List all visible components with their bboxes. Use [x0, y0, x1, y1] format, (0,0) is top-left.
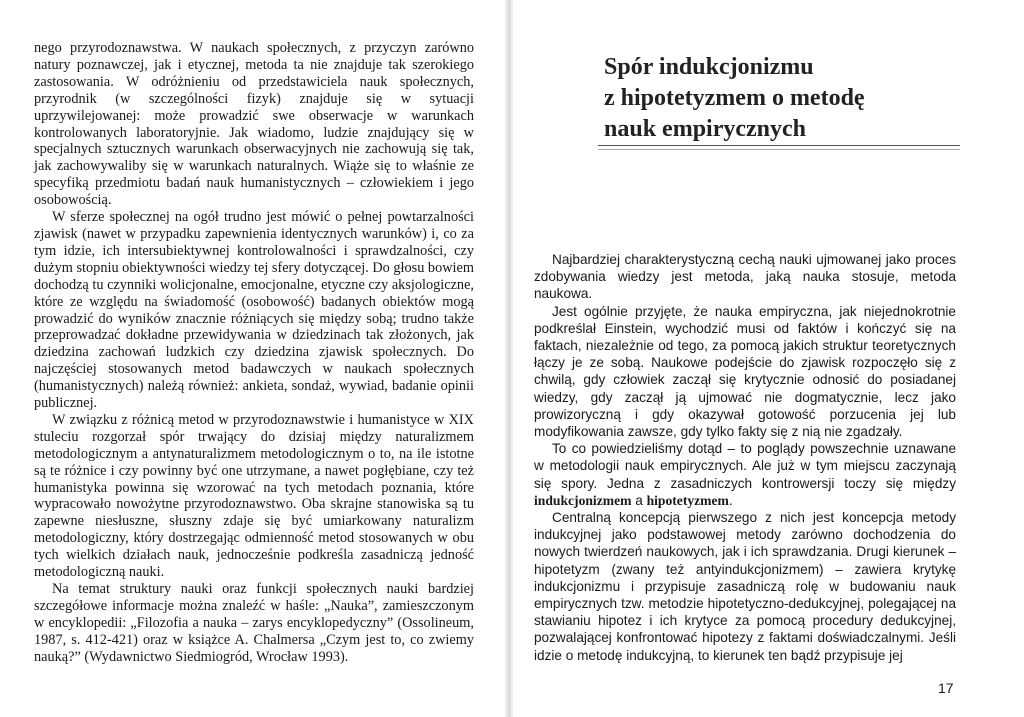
paragraph: Jest ogólnie przyjęte, że nauka empiryczna, jak niejednokrotnie podkreślał Einstein, wychodzić musi od faktów i kończyć się na faktach, niezależnie od tego, za pomocą jakich struktur teoretycznych łączy je ze sobą. Naukowe podejście do zjawisk rozpoczęło się z chwilą, gdy człowiek zaczął się krytycznie odnosić do posiadanej wiedzy, gdy zaczął ją ujmować nie dogmatycznie, lecz jako prowizoryczną i gdy okazywał gotowość porzucenia jej lub modyfikowania zawsze, gdy tylko fakty się z nią nie zgadzały.: [534, 303, 956, 440]
title-rule: [598, 149, 960, 150]
paragraph: [534, 440, 956, 509]
bold-term: hipotetyzmem: [646, 492, 729, 508]
text-span: To co powiedzieliśmy dotąd – to poglądy powszechnie uznawane w metodologii nauk empirycznych. Ale już w tym miejscu zaczynają się spory. Jedna z zasadniczych kontrowersji toczy się między: [534, 441, 956, 491]
page-number: 17: [938, 680, 954, 696]
chapter-title-line: nauk empirycznych: [604, 116, 807, 142]
chapter-title-line: Spór indukcjonizmu: [604, 54, 814, 80]
chapter-title-line: z hipotetyzmem o metodę: [604, 85, 865, 111]
paragraph: nego przyrodoznawstwa. W naukach społecznych, z przyczyn zarówno natury poznawczej, jak i etycznej, metoda ta nie znajduje tak szerokiego zastosowania. W odróżnieniu od przedstawiciela nauk społecznych, przyrodnik (w szczególności fizyk) znajduje się w sytuacji uprzywilejowanej: może prowadzić swe obserwacje w warunkach kontrolowanych laboratoryjnie. Jak wiadomo, ludzie znajdujący się w specjalnych sztucznych warunkach obserwacyjnych nie zachowują się tak, jak zachowywaliby się w warunkach naturalnych. Wiąże się to właśnie ze specyfiką przedmiotu badań nauk humanistycznych – człowiekiem i jego osobowością.: [34, 40, 474, 209]
paragraph: Centralną koncepcją pierwszego z nich jest koncepcja metody indukcyjnej jako podstawowej metody zarówno dochodzenia do nowych twierdzeń naukowych, jak i ich sprawdzania. Drugi kierunek – hipotetyzm (zwany też antyindukcjonizmem) – zawiera krytykę indukcjonizmu i przypisuje zasadniczą rolę w budowaniu nauk empirycznych tzw. metodzie hipotetyczno-dedukcyjnej, polegającej na stawianiu hipotez i ich krytyce za pomocą procedury dedukcyjnej, pozwalającej konfrontować hipotezy z faktami doświadczalnymi. Jeśli idzie o metodę indukcyjną, to kierunek ten bądź przypisuje jej: [534, 510, 956, 663]
paragraph: W sferze społecznej na ogół trudno jest mówić o pełnej powtarzalności zjawisk (nawet w przypadku zapewnienia identycznych warunków) i, co za tym idzie, ich intersubiektywnej kontrolowalności i sprawdzalności, czy dużym stopniu obiektywności wiedzy tej sfery dotyczącej. Do głosu bowiem dochodzą tu czynniki wolicjonalne, emocjonalne, etyczne czy aksjologiczne, które ze względu na świadomość (osobowość) badanych obiektów mogą prowadzić do wyników znacznie różniących się między sobą; trudno także przeprowadzać dokładne przewidywania w dziedzinach tak złożonych, jak dziedzina zachowań ludzkich czy dziedzina zjawisk społecznych. Do najczęściej stosowanych metod badawczych w naukach społecznych (humanistycznych) należą również: ankieta, sondaż, wywiad, badanie opinii publicznej.: [34, 209, 474, 412]
paragraph: Na temat struktury nauki oraz funkcji społecznych nauki bardziej szczegółowe informacje można znaleźć w haśle: „Nauka”, zamieszczonym w encyklopedii: „Filozofia a nauka – zarys encyklopedyczny” (Ossolineum, 1987, s. 412-421) oraz w książce A. Chalmersa „Czym jest to, co zwiemy nauką?” (Wydawnictwo Siedmiogród, Wrocław 1993).: [34, 581, 474, 665]
text-span: .: [728, 492, 733, 508]
title-rule: [598, 145, 960, 146]
bold-term: indukcjonizmem: [534, 492, 632, 508]
paragraph: W związku z różnicą metod w przyrodoznawstwie i humanistyce w XIX stuleciu rozgorzał spór trwający do dzisiaj między naturalizmem metodologicznym a antynaturalizmem metodologicznym o to, na ile istotne są te różnice i czy powinny być one utrzymane, a nawet pogłębiane, czy też humanistyka powinna się wzorować na tych metodach poznania, które wypracowało nowożytne przyrodoznawstwo. Oba skrajne stanowiska są tu zapewne niesłuszne, słuszny zdaje się być umiarkowany naturalizm metodologiczny, który dostrzegając odmienność metod stosowanych w obu tych wielkich działach nauk, jednocześnie podkreśla zasadniczą jedność metodologiczną nauki.: [34, 411, 474, 581]
left-page-text: [34, 40, 474, 666]
right-page-text: [534, 251, 956, 664]
paragraph: Najbardziej charakterystyczną cechą nauki ujmowanej jako proces zdobywania wiedzy jest metoda, jaką nauka stosuje, metoda naukowa.: [534, 252, 956, 302]
text-span: a: [631, 492, 647, 508]
chapter-title: [604, 52, 984, 145]
